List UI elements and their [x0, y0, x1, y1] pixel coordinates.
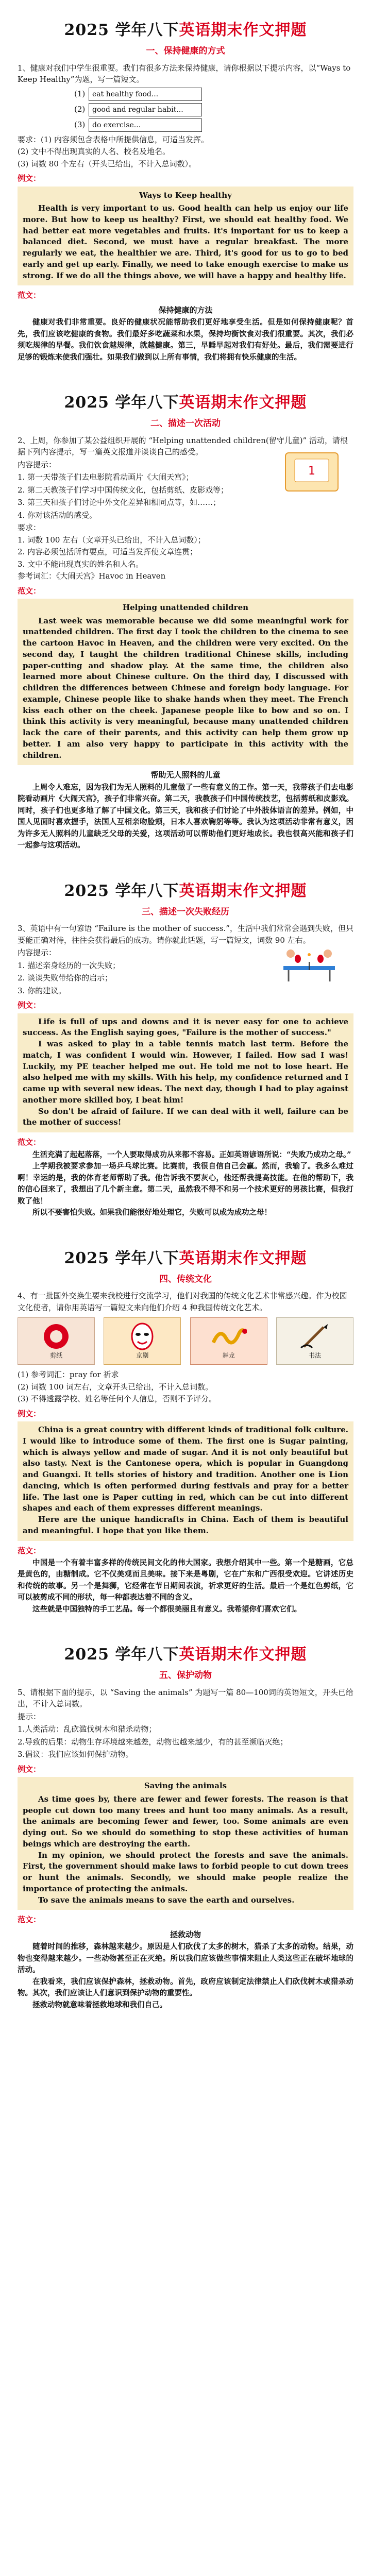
svg-text:1: 1: [308, 465, 315, 478]
table-tennis-illustration: [278, 943, 340, 985]
english-essay: Ways to Keep healthy Health is very important to us. Good health can help us enjoy our life more. But how to keep us healthy? First, we should eat healthy food. We had better eat more vegetables and fruits. It's important for us to keep a balanced diet. Second, we must have a regular breakfast. The more regularly we eat, the healthier we are. Third, it's good for us to go to bed early and get up early. Finally, we need to take enough exercise to make us strong. If we do all the things above, we will have a happy and healthy life.: [18, 187, 353, 286]
section-subtitle: 五、保护动物: [159, 1670, 212, 1681]
section-5: [18, 1624, 353, 2020]
english-essay: Saving the animals As time goes by, there are fewer and fewer forests. The reason is that people cut down too many trees and hunt too many animals. As a result, the animals are becoming fewer and fewer, too. Some animals are even dying out. So we should do something to stop these activities of human beings which are destroying the earth. In my opinion, we should protect the forests and save the animals. First, the government should make laws to forbid people to cut down trees or hunt the animals. Secondly, we should make people realize the importance of protecting the animals. To save the animals means to save the earth and ourselves.: [18, 1777, 353, 1910]
section-3: [18, 861, 353, 1228]
outline-row: (2) good and regular habit...: [74, 103, 353, 116]
fanwen-label: 范文：: [18, 1546, 41, 1555]
prompt: 5、请根据下面的提示，以 “Saving the animals” 为题写一篇 80—100词的英语短文，开头已给出，不计入总词数。 提示： 1.人类活动：乱砍滥伐树木和猎杀动物； 2.导致的后果：动物生存环境越来越差，动物也越来越少，有的甚至濒临灭绝； 3.倡议：我们应该如何保护动物。: [18, 1687, 353, 1759]
section-subtitle: 三、描述一次失败经历: [142, 906, 229, 917]
outline-row: (1) eat healthy food...: [74, 88, 353, 101]
requirements: 要求：(1) 内容须包含表格中所提供信息，可适当发挥。 (2) 文中不得出现真实的人名、校名及地名。 (3) 词数 80 个左右（开头已给出，不计入总词数）。: [18, 134, 209, 168]
prompt: 1、健康对我们中学生很重要。我们有很多方法来保持健康，请你根据以下提示内容，以“Ways to Keep Healthy”为题，写一篇短文。: [18, 63, 351, 84]
section-subtitle: 二、描述一次活动: [150, 418, 221, 429]
opera-mask-icon: [124, 1322, 160, 1351]
example-label: 范文：: [18, 586, 41, 596]
paper-cut-icon: [38, 1322, 74, 1351]
chinese-title: 帮助无人照料的儿童: [150, 770, 221, 780]
english-essay: Life is full of ups and downs and it is never easy for one to achieve success. As the English saying goes, "Failure is the mother of success." I was asked to play in a table tennis match last term. Before the match, I was confident I would win. However, I failed. How sad I was! Luckily, my PE teacher helped me out. He told me not to lose heart. He also helped me with my skills. With his help, my confidence returned and I came up with several new ideas. The next day, though I had to play against another more skilled boy, I beat him! So don't be afraid of failure. If we can deal with it well, failure can be the mother of success!: [18, 1013, 353, 1133]
fanwen-label: 范文：: [18, 1915, 41, 1925]
section-1: [18, 0, 353, 372]
chinese-translation: 中国是一个有着丰富多样的传统民间文化的伟大国家。我想介绍其中一些。第一个是糖画，它总是黄色的，由糖制成。它不仅美观而且美味。接下来是粤剧，它在广东和广西很受欢迎。它讲述历史和传统的故事。另一个是舞狮，它经常在节日期间表演，祈求更好的生活。最后一个是红色剪纸，它可以被剪成不同的形状，每一种都表达着不同的含义。 这些就是中国独特的手工艺品。每一个都很美丽且有意义。我希望你们喜欢它们。: [18, 1558, 353, 1614]
english-essay: Helping unattended children Last week was memorable because we did some meaningful work for unattended children. The first day I took the children to the cinema to see the cartoon Havoc in Heaven, and the children were very excited. On the second day, I taught the children traditional Chinese skills, including paper-cutting and shadow play. At the same time, the children also learned more about Chinese culture. On the third day, I discussed with children the differences between Chinese and foreign body language. For example, Chinese people like to shake hands when they meet. The French kiss each other on the cheek. Japanese people like to bow and so on. I think this activity is very meaningful, because many unattended children lack the care of their parents, and this activity can help them grow up better. I am also very happy to participate in this activity with the children.: [18, 599, 353, 765]
english-essay: China is a great country with different kinds of traditional folk culture. I would like to introduce some of them. The first one is Sugar painting, which is always yellow and made of sugar. And it is not only beautiful but also tasty. Next is the Cantonese opera, which is popular in Guangdong and Guangxi. It tells stories of history and tradition. Another one is Lion dancing, which is often performed during festivals and pray for a better life. The last one is Paper cutting in red, which can be cut into different shapes and each of them expresses different meanings. Here are the unique handicrafts in China. Each of them is beautiful and meaningful. I hope that you like them.: [18, 1421, 353, 1541]
outline-table: [18, 88, 353, 132]
essay-title: Helping unattended children: [122, 603, 249, 613]
chinese-translation: 生活充满了起起落落，一个人要取得成功从来都不容易。正如英语谚语所说：“失败乃成功之母。” 上学期我被要求参加一场乒乓球比赛。比赛前，我很自信自己会赢。然而，我输了。我多么难过啊！幸运的是，我的体育老师帮助了我。他告诉我不要灰心，他还帮我提高技能。在他的帮助下，我的信心回来了，我想出了几个新主意。第二天，虽然我不得不和另一个技术更好的男孩比赛，但我打败了他！ 所以不要害怕失败。如果我们能很好地处理它，失败可以成为成功之母！: [18, 1150, 353, 1217]
chinese-title: 保持健康的方法: [158, 305, 213, 315]
culture-image: 京剧: [104, 1317, 181, 1365]
section-subtitle: 一、保持健康的方式: [146, 46, 225, 56]
section-title: 2025 学年八下英语期末作文押题: [64, 394, 307, 412]
prompt: 4、有一批国外交换生要来我校进行交流学习，他们对我国的传统文化艺术非常感兴趣。作为校园文化使者，请你用英语写一篇短文来向他们介绍 4 种我国传统文化艺术。: [18, 1291, 347, 1312]
section-subtitle: 四、传统文化: [159, 1274, 212, 1284]
prompt: 2、上周，你参加了某公益组织开展的 “Helping unattended children(留守儿童)” 活动，请根据下列内容提示，写一篇英文报道并谈谈自己的感受。 内容提示： 1. 第一天带孩子们去电影院看动画片《大闹天宫》； 2. 第二天教孩子们学习中国传统文化，包括剪纸、皮影戏等； 3. 第三天和孩子们讨论中外文化差异和相同点等，如……； 4. 你对该活动的感受。: [18, 435, 348, 520]
example-label: 例文：: [18, 1001, 41, 1010]
outline-row: (3) do exercise...: [74, 118, 353, 132]
dragon-dance-icon: [211, 1322, 247, 1351]
calligraphy-brush-icon: [297, 1322, 333, 1351]
requirements: (1) 参考词汇：pray for 祈求 (2) 词数 100 词左右，文章开头已给出，不计入总词数。 (3) 不得透露学校、姓名等任何个人信息，否则不予评分。: [18, 1370, 217, 1403]
fanwen-label: 范文：: [18, 291, 41, 300]
fanwen-label: 范文：: [18, 1138, 41, 1147]
example-label: 例文：: [18, 174, 41, 183]
requirements: 要求： 1. 词数 100 左右（文章开头已给出，不计入总词数）； 2. 内容必须包括所有要点，可适当发挥使文章连贯； 3. 文中不能出现真实的姓名和人名。 参考词汇：《大闹天宫》Havoc in Heaven: [18, 523, 206, 581]
section-title: 2025 学年八下英语期末作文押题: [64, 1646, 307, 1664]
section-title: 2025 学年八下英语期末作文押题: [64, 882, 307, 900]
essay-title: Ways to Keep healthy: [139, 190, 232, 200]
example-label: 例文：: [18, 1409, 41, 1418]
culture-images: [18, 1317, 353, 1365]
section-2: [18, 372, 353, 861]
chinese-title: 拯救动物: [170, 1929, 201, 1939]
section-4: [18, 1228, 353, 1625]
section-title: 2025 学年八下英语期末作文押题: [64, 21, 307, 39]
culture-image: 书法: [276, 1317, 353, 1365]
culture-image: 剪纸: [18, 1317, 95, 1365]
chinese-translation: 随着时间的推移，森林越来越少。原因是人们砍伐了太多的树木，猎杀了太多的动物。结果，动物也变得越来越少。一些动物甚至正在灭绝。所以我们应该做些事情来阻止人类这些正在破坏地球的活动。 在我看来，我们应该保护森林，拯救动物。首先，政府应该制定法律禁止人们砍伐树木或猎杀动物。其次，我们应该让人们意识到保护动物的重要性。 拯救动物就意味着拯救地球和我们自己。: [18, 1942, 353, 2009]
section-title: 2025 学年八下英语期末作文押题: [64, 1249, 307, 1267]
culture-image: 舞龙: [190, 1317, 267, 1365]
prompt: 3、英语中有一句谚语 “Failure is the mother of success.”，生活中我们常常会遇到失败，但只要能正确对待，往往会获得最后的成功。请你就此话题，写一篇短文，词数 90 左右。 内容提示： 1. 描述亲身经历的一次失败； 2. 谈谈失败带给你的启示； 3. 你的建议。: [18, 924, 353, 995]
chinese-translation: 上周令人难忘，因为我们为无人照料的儿童做了一些有意义的工作。第一天，我带孩子们去电影院看动画片《大闹天宫》，孩子们非常兴奋。第二天，我教孩子们中国传统技艺，包括剪纸和皮影戏。同时，孩子们也更多地了解了中国文化。第三天，我和孩子们讨论了中外肢体语言的差异。例如，中国人见面时喜欢握手，法国人互相亲吻脸颊，日本人喜欢鞠躬等等。我认为这项活动非常有意义，因为许多无人照料的儿童缺乏父母的关爱，这项活动可以帮助他们更好地成长。我也很高兴能和孩子们一起参与这项活动。: [18, 783, 353, 850]
example-label: 例文：: [18, 1764, 41, 1774]
chinese-translation: 健康对我们非常重要。良好的健康状况能帮助我们更好地享受生活。但是如何保持健康呢？首先，我们应该吃健康的食物。我们最好多吃蔬菜和水果，保持均衡饮食对我们很重要。其次，我们必须吃规律的早餐。我们饮食越规律，就越健康。第三，早睡早起对我们有好处。最后，我们需要进行足够的锻炼来使我们强壮。如果我们做到以上所有事情，我们将拥有快乐健康的生活。: [18, 318, 353, 362]
essay-title: Saving the animals: [144, 1781, 227, 1791]
cinema-illustration: [283, 450, 340, 494]
